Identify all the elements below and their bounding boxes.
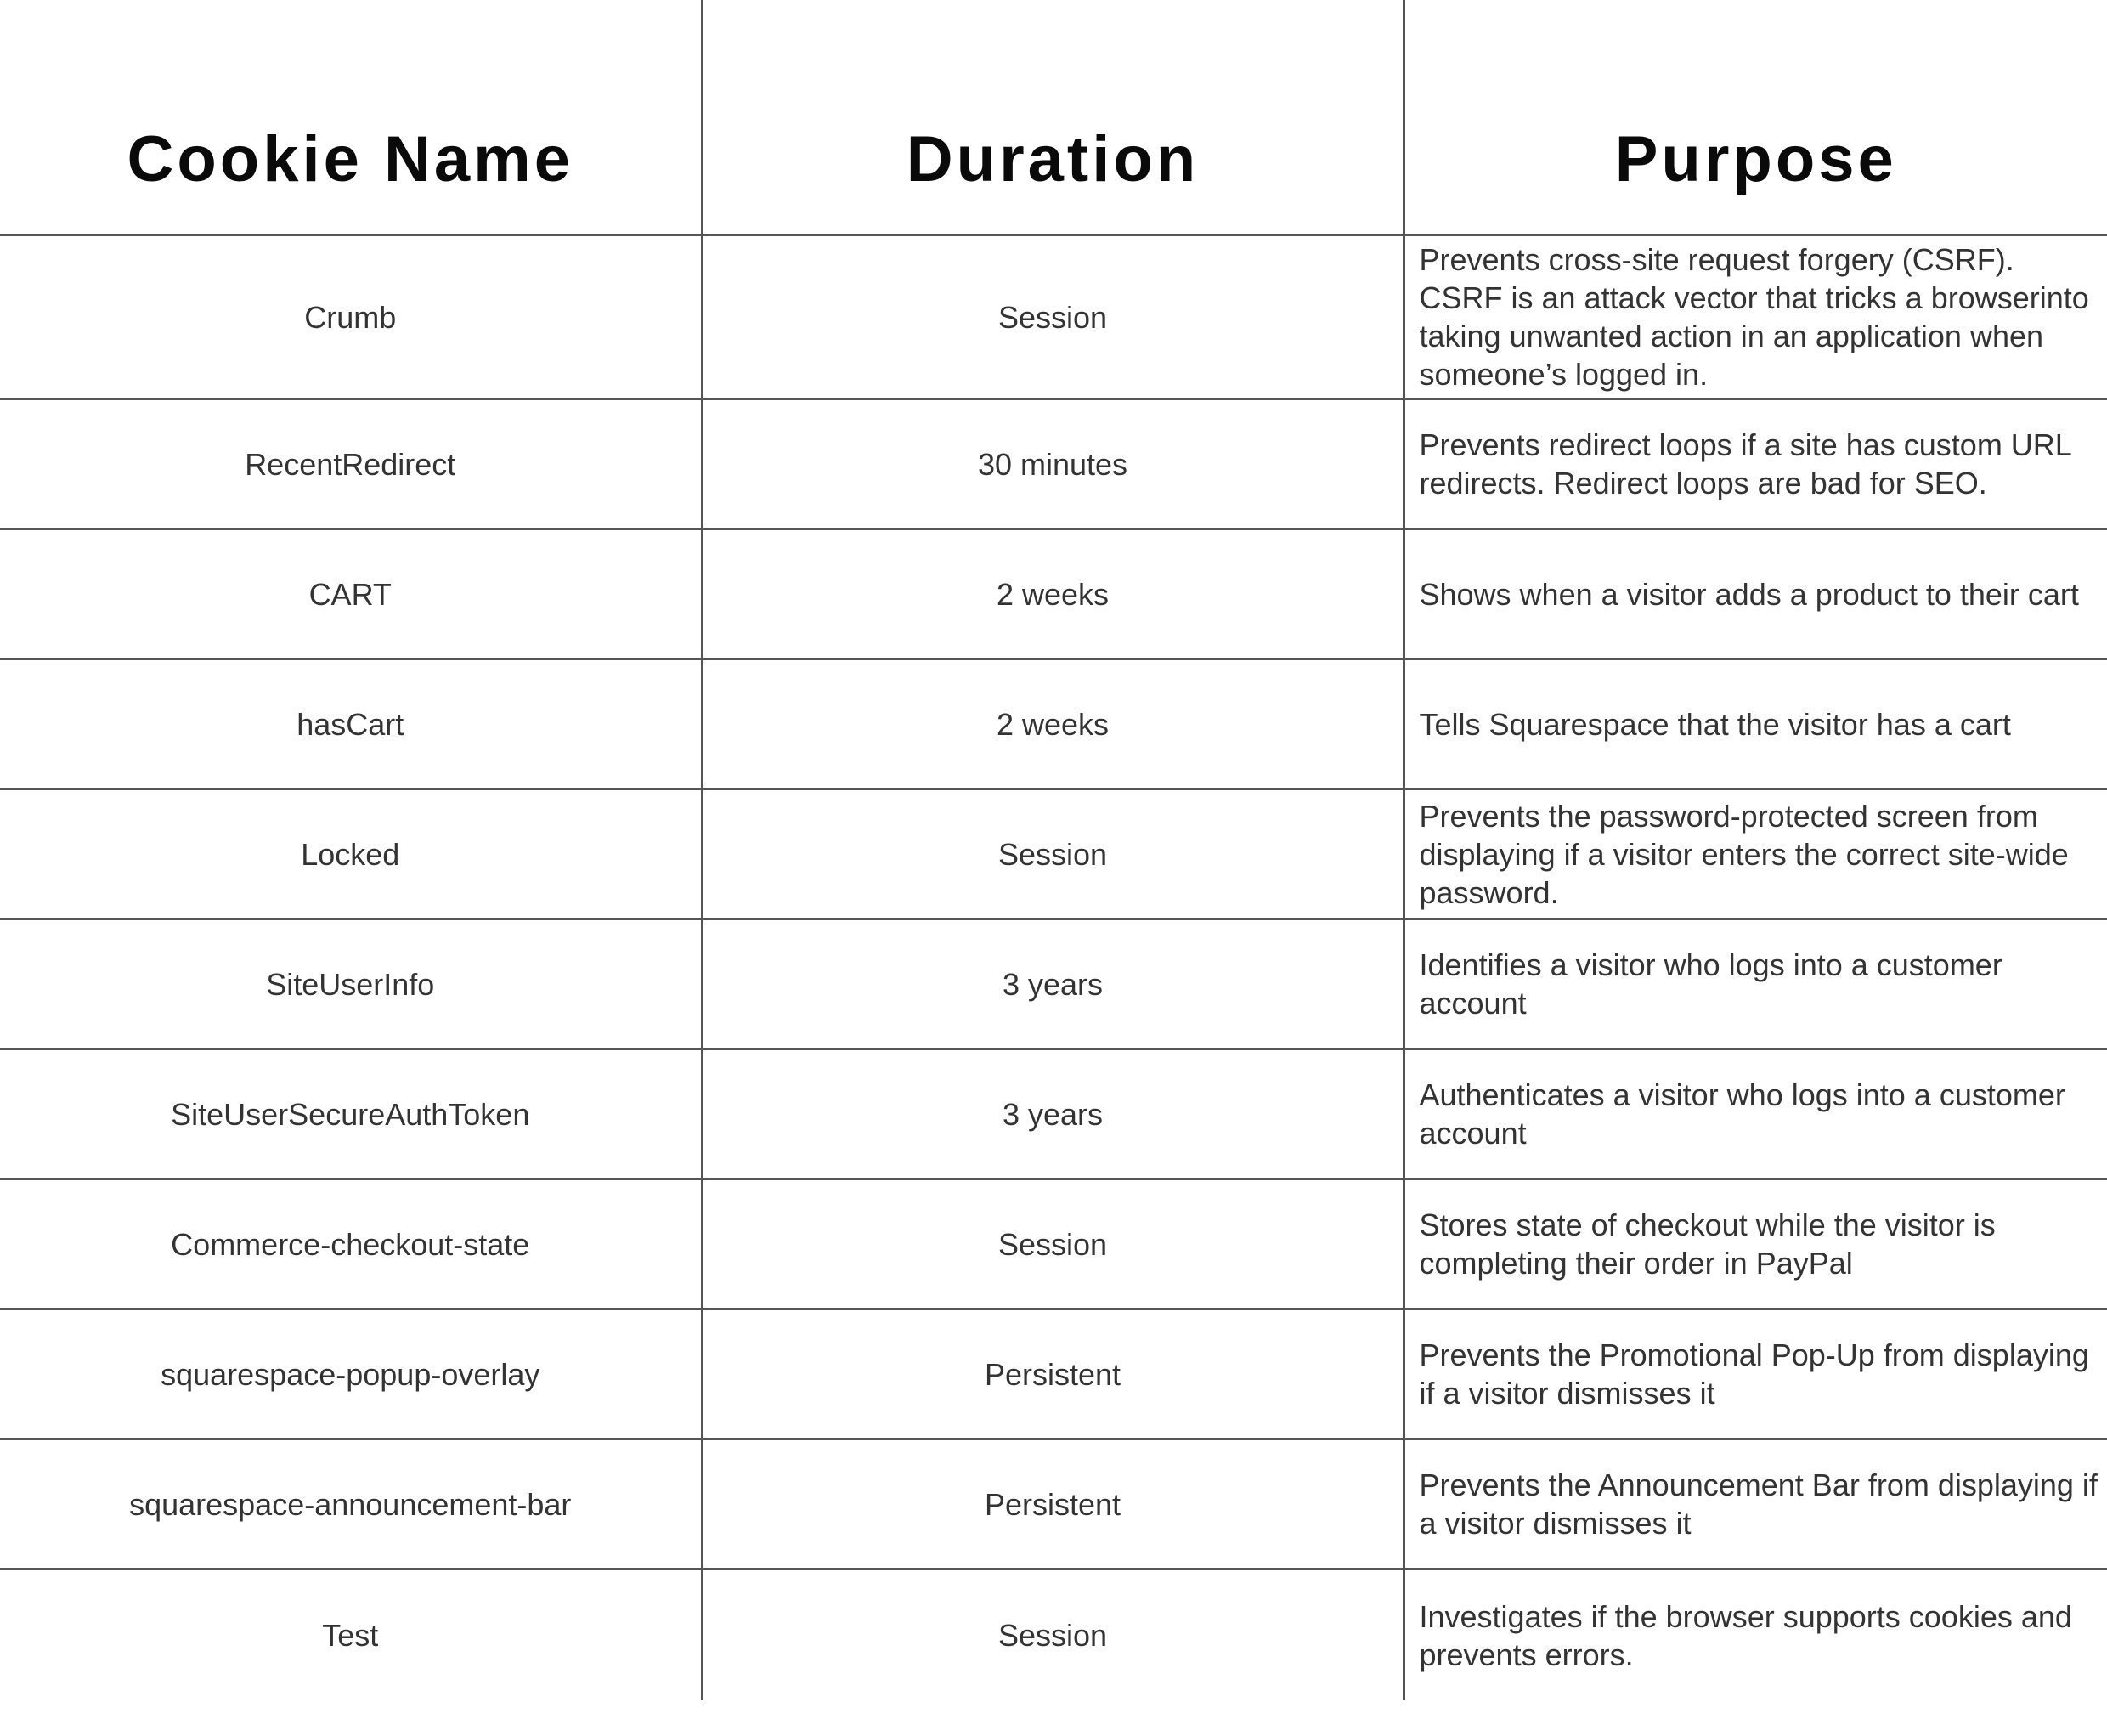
cookie-name-cell: Crumb <box>0 235 702 399</box>
table-row <box>0 399 2107 529</box>
cookie-name-cell: CART <box>0 529 702 659</box>
cookie-name-cell: RecentRedirect <box>0 399 702 529</box>
table-row <box>0 1049 2107 1179</box>
cookie-name-cell: Test <box>0 1569 702 1701</box>
table-row <box>0 1439 2107 1569</box>
table-row <box>0 1179 2107 1309</box>
column-header-cookie-name: Cookie Name <box>0 0 702 235</box>
column-header-duration: Duration <box>702 0 1404 235</box>
table-body <box>0 235 2107 1701</box>
column-header-purpose: Purpose <box>1404 0 2107 235</box>
duration-cell: Persistent <box>702 1309 1404 1439</box>
table-row <box>0 1309 2107 1439</box>
purpose-cell: Prevents cross-site request forgery (CSRF). CSRF is an attack vector that tricks a browserinto taking unwanted action in an application when someone’s logged in. <box>1404 235 2107 399</box>
table-header <box>0 0 2107 235</box>
header-row <box>0 0 2107 235</box>
purpose-cell: Stores state of checkout while the visitor is completing their order in PayPal <box>1404 1179 2107 1309</box>
cookie-name-cell: Locked <box>0 789 702 919</box>
cookie-name-cell: SiteUserInfo <box>0 919 702 1049</box>
duration-cell: Session <box>702 235 1404 399</box>
page-bottom-margin <box>0 1708 2107 1736</box>
duration-cell: 3 years <box>702 919 1404 1049</box>
table-row <box>0 529 2107 659</box>
cookie-name-cell: hasCart <box>0 659 702 789</box>
cookie-name-cell: squarespace-announcement-bar <box>0 1439 702 1569</box>
table-row <box>0 789 2107 919</box>
duration-cell: 2 weeks <box>702 659 1404 789</box>
duration-cell: Session <box>702 1569 1404 1701</box>
purpose-cell: Prevents the Promotional Pop-Up from displaying if a visitor dismisses it <box>1404 1309 2107 1439</box>
cookie-name-cell: squarespace-popup-overlay <box>0 1309 702 1439</box>
duration-cell: Session <box>702 789 1404 919</box>
duration-cell: 30 minutes <box>702 399 1404 529</box>
duration-cell: 3 years <box>702 1049 1404 1179</box>
purpose-cell: Shows when a visitor adds a product to their cart <box>1404 529 2107 659</box>
purpose-cell: Prevents redirect loops if a site has custom URL redirects. Redirect loops are bad for SEO. <box>1404 399 2107 529</box>
cookie-name-cell: SiteUserSecureAuthToken <box>0 1049 702 1179</box>
table-row <box>0 919 2107 1049</box>
table-row <box>0 659 2107 789</box>
purpose-cell: Prevents the Announcement Bar from displaying if a visitor dismisses it <box>1404 1439 2107 1569</box>
purpose-cell: Identifies a visitor who logs into a customer account <box>1404 919 2107 1049</box>
purpose-cell: Tells Squarespace that the visitor has a cart <box>1404 659 2107 789</box>
purpose-cell: Prevents the password-protected screen from displaying if a visitor enters the correct site-wide password. <box>1404 789 2107 919</box>
duration-cell: 2 weeks <box>702 529 1404 659</box>
duration-cell: Session <box>702 1179 1404 1309</box>
purpose-cell: Authenticates a visitor who logs into a customer account <box>1404 1049 2107 1179</box>
duration-cell: Persistent <box>702 1439 1404 1569</box>
table-row <box>0 1569 2107 1701</box>
purpose-cell: Investigates if the browser supports cookies and prevents errors. <box>1419 1598 2072 1672</box>
table-row <box>0 235 2107 399</box>
cookie-name-cell: Commerce-checkout-state <box>0 1179 702 1309</box>
